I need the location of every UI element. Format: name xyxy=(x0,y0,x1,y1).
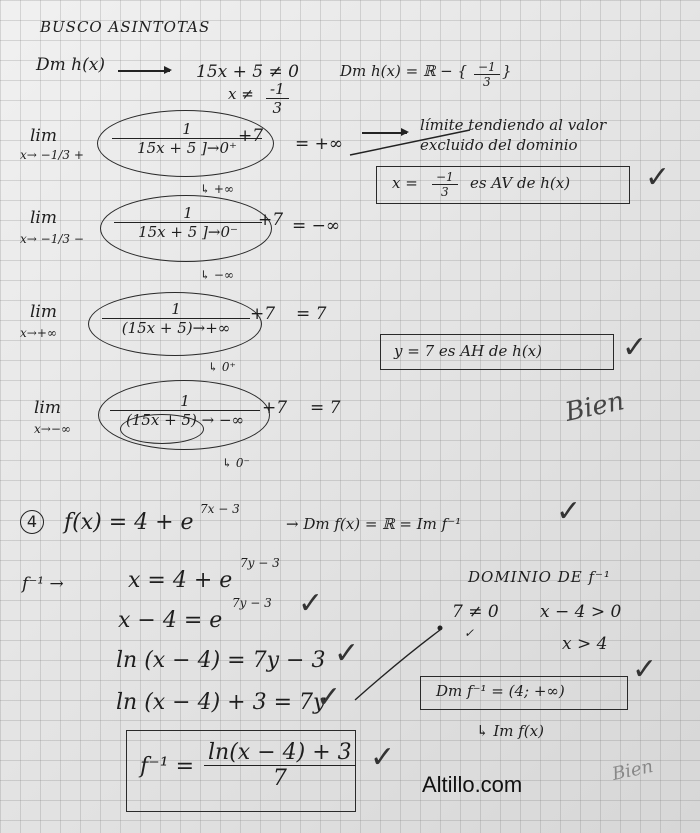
limit2-sub: x→ −1/3 − xyxy=(20,232,84,246)
exercise-number: 4 xyxy=(20,510,44,534)
fraction-numerator: ln(x − 4) + 3 xyxy=(208,740,352,765)
domain-result: Dm h(x) = ℝ − { xyxy=(340,62,468,80)
domain-result-fraction xyxy=(474,60,500,89)
limit3-lim: lim xyxy=(30,302,57,322)
limit4-sub: x→−∞ xyxy=(34,422,71,436)
check-mark-icon: ✓ xyxy=(556,494,582,529)
domain-inverse-title: DOMINIO DE f⁻¹ xyxy=(468,568,611,586)
arrow xyxy=(362,132,407,134)
limit1-lim: lim xyxy=(30,126,57,146)
check-mark-icon: ✓ xyxy=(464,626,475,640)
fraction-numerator: −1 xyxy=(478,60,496,74)
fraction-numerator: 1 xyxy=(183,204,193,222)
limit4-plus: +7 xyxy=(262,398,288,418)
domain-result-close: } xyxy=(502,62,512,80)
inverse-step2: x − 4 = e xyxy=(118,608,223,633)
limit2-fraction xyxy=(114,204,262,241)
fraction-denominator: 3 xyxy=(432,184,458,199)
limit3-under: ↳ 0⁺ xyxy=(208,360,236,374)
domain-fraction xyxy=(266,80,289,117)
fraction-numerator: −1 xyxy=(436,170,454,184)
fraction-numerator: -1 xyxy=(270,80,285,98)
function-f-domain: → Dm f(x) = ℝ = Im f⁻¹ xyxy=(286,515,462,533)
limit2-plus: +7 xyxy=(258,210,284,230)
function-f: f(x) = 4 + e xyxy=(64,510,194,535)
inverse-result-fraction xyxy=(204,740,356,791)
domain-inverse-b: x − 4 > 0 xyxy=(540,602,622,622)
av-result-right: es AV de h(x) xyxy=(470,174,571,192)
limit2-lim: lim xyxy=(30,208,57,228)
limit3-fraction xyxy=(102,300,250,337)
fraction-numerator: 1 xyxy=(171,300,181,318)
section-title: BUSCO ASINTOTAS xyxy=(40,18,211,36)
limit1-note: excluido del dominio xyxy=(420,136,578,154)
domain-inverse-image: ↳ Im f(x) xyxy=(476,722,544,740)
check-mark-icon: ✓ xyxy=(316,680,342,715)
av-result-left: x = xyxy=(392,174,418,192)
teacher-signature: Bien xyxy=(610,755,655,786)
fraction-numerator: 1 xyxy=(180,392,190,410)
fraction-denominator: 15x + 5 ]→0⁻ xyxy=(114,222,262,241)
limit1-result: = +∞ xyxy=(295,134,344,154)
limit2-under: ↳ −∞ xyxy=(200,268,234,282)
inverse-label: f⁻¹ → xyxy=(22,574,64,594)
limit2-result: = −∞ xyxy=(292,216,341,236)
limit4-fraction xyxy=(110,392,260,429)
limit1-note: límite tendiendo al valor xyxy=(420,116,607,134)
fraction-denominator: 3 xyxy=(474,74,500,89)
inverse-step3: ln (x − 4) = 7y − 3 xyxy=(116,648,326,673)
check-mark-icon: ✓ xyxy=(298,586,324,621)
limit4-lim: lim xyxy=(34,398,61,418)
check-mark-icon: ✓ xyxy=(370,740,396,775)
function-f-exponent: 7x − 3 xyxy=(200,502,240,516)
domain-condition-x: x ≠ xyxy=(228,85,254,103)
teacher-signature: Bien xyxy=(562,386,628,428)
fraction-numerator: 1 xyxy=(182,120,192,138)
limit3-result: = 7 xyxy=(296,304,327,324)
check-mark-icon: ✓ xyxy=(334,636,360,671)
inverse-result-left: f⁻¹ = xyxy=(140,754,195,779)
domain-inverse-result: Dm f⁻¹ = (4; +∞) xyxy=(436,682,565,700)
limit1-plus: +7 xyxy=(238,126,264,146)
inverse-step1-exponent: 7y − 3 xyxy=(240,556,280,570)
fraction-denominator: (15x + 5)→+∞ xyxy=(102,318,250,337)
inverse-step2-exponent: 7y − 3 xyxy=(232,596,272,610)
inverse-step1: x = 4 + e xyxy=(128,568,233,593)
ah-result: y = 7 es AH de h(x) xyxy=(394,342,542,360)
limit1-under: ↳ +∞ xyxy=(200,182,234,196)
domain-inverse-a: 7 ≠ 0 xyxy=(452,602,499,622)
check-mark-icon: ✓ xyxy=(622,330,648,365)
limit3-plus: +7 xyxy=(250,304,276,324)
limit1-sub: x→ −1/3 + xyxy=(20,148,84,162)
arrow xyxy=(118,70,170,72)
watermark: Altillo.com xyxy=(422,772,523,797)
domain-condition: 15x + 5 ≠ 0 xyxy=(196,62,299,82)
check-mark-icon: ✓ xyxy=(632,652,658,687)
limit3-sub: x→+∞ xyxy=(20,326,57,340)
av-result-fraction xyxy=(432,170,458,199)
fraction-denominator: 3 xyxy=(266,98,289,117)
fraction-denominator: (15x + 5) → −∞ xyxy=(110,410,260,429)
limit4-result: = 7 xyxy=(310,398,341,418)
fraction-denominator: 7 xyxy=(204,765,356,791)
inverse-step4: ln (x − 4) + 3 = 7y xyxy=(116,690,326,715)
domain-inverse-c: x > 4 xyxy=(562,634,608,654)
domain-label: Dm h(x) xyxy=(36,55,105,75)
fraction-denominator: 15x + 5 ]→0⁺ xyxy=(112,138,262,157)
limit4-under: ↳ 0⁻ xyxy=(222,456,250,470)
check-mark-icon: ✓ xyxy=(645,160,671,195)
